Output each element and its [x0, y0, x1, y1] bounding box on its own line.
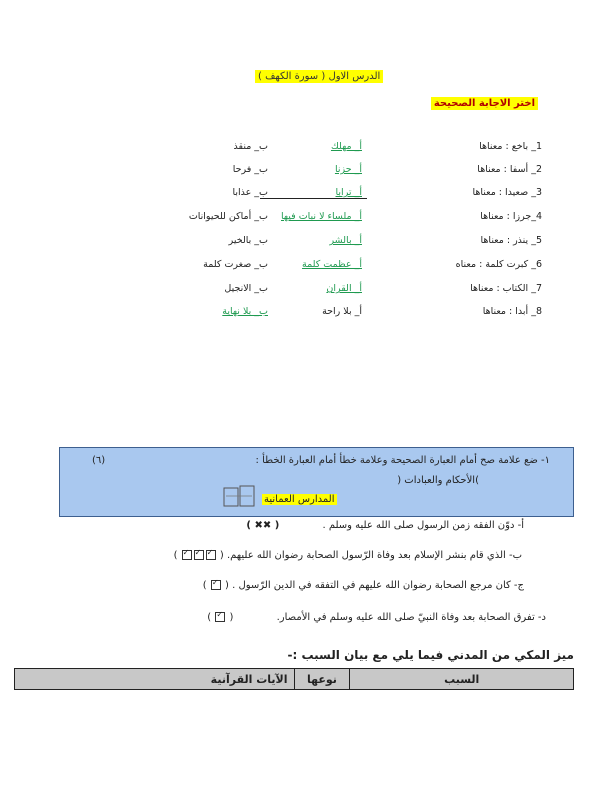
watermark-text: المدارس العمانية: [264, 494, 335, 505]
option-b[interactable]: ب_ صغرت كلمة: [203, 259, 268, 270]
option-b[interactable]: ب_ عذابا: [232, 187, 268, 198]
question-label: 3_ صعيدا : معناها: [472, 187, 542, 198]
list-item: [0, 235, 604, 251]
option-a[interactable]: أ_ القران: [326, 283, 362, 294]
option-a[interactable]: أ_ ترابا: [335, 187, 362, 198]
option-b[interactable]: ب_ بالخير: [228, 235, 268, 246]
question-label: 6_ كبرت كلمة : معناه: [455, 259, 542, 270]
question-label: 7_ الكتاب : معناها: [470, 283, 542, 294]
list-item: [0, 187, 604, 203]
check-box-icon: [211, 580, 221, 590]
table-header-row: [15, 669, 574, 690]
option-b[interactable]: ب_ منقذ: [233, 141, 268, 152]
instruction-heading: اختر الاجابة الصحيحة: [431, 97, 538, 110]
tf-item-c-text: ج- كان مرجع الصحابة رضوان الله عليهم في التفقه في الدين الرّسول . (: [225, 580, 524, 591]
tf-item-d-mark: ( ✓ ): [207, 612, 233, 623]
list-item: [0, 306, 604, 322]
lesson-title: الدرس الاول ( سورة الكهف ): [255, 70, 383, 83]
tf-item-a: [246, 520, 524, 531]
option-a[interactable]: أ_ مهلك: [330, 141, 362, 152]
list-item: [0, 211, 604, 227]
option-a[interactable]: أ_ حزنا: [334, 164, 362, 175]
option-a[interactable]: أ_ ملساء لا نبات فيها: [281, 211, 362, 222]
check-box-icon: [206, 550, 216, 560]
tf-item-b-paren: ): [173, 550, 178, 561]
check-box-icon: [215, 612, 225, 622]
option-b[interactable]: ب_ فرحا: [232, 164, 268, 175]
col-type: نوعها: [294, 669, 350, 690]
question-label: 8_ أبدا : معناها: [482, 306, 542, 317]
section2-heading: ميز المكي من المدني فيما يلي مع بيان السبب :-: [287, 648, 574, 662]
truefalse-topic: )الأحكام والعبادات (: [397, 475, 479, 486]
col-reason: السبب: [350, 669, 574, 690]
option-a[interactable]: أ_ عظمت كلمة: [302, 259, 362, 270]
tf-item-c: [203, 580, 524, 591]
option-a[interactable]: أ_ بالشر: [329, 235, 362, 246]
question-label: 2_ أسفا : معناها: [477, 164, 542, 175]
tf-item-d: [207, 612, 546, 623]
list-item: [0, 164, 604, 180]
tf-item-b: [174, 550, 522, 561]
watermark-logo-icon: [222, 484, 258, 510]
classification-table: [14, 668, 574, 690]
option-b[interactable]: ب_ الانجيل: [224, 283, 268, 294]
question-label: 1_ باخع : معناها: [479, 141, 542, 152]
option-b[interactable]: ب_ بلا نهاية: [222, 306, 268, 317]
question-label: 4_جرزا : معناها: [480, 211, 542, 222]
check-box-icon: [182, 550, 192, 560]
list-item: [0, 141, 604, 157]
option-a[interactable]: أ_ بلا راحة: [322, 306, 362, 317]
tf-item-a-mark: ( ✖✖ ): [246, 520, 280, 531]
check-box-icon: [194, 550, 204, 560]
tf-item-c-paren: ): [202, 580, 207, 591]
col-verses: الآيات القرآنية: [15, 669, 295, 690]
question-label: 5_ ينذر : معناها: [480, 235, 542, 246]
tf-item-a-text: أ- دوّن الفقه زمن الرسول صلى الله عليه وسلم .: [322, 520, 524, 531]
truefalse-instruction: ١- ضع علامة صح أمام العبارة الصحيحة وعلامة خطأ أمام العبارة الخطأ :: [255, 455, 550, 466]
tf-item-b-text: ب- الذي قام بنشر الإسلام بعد وفاة الرّسول الصحابة رضوان الله عليهم. (: [219, 550, 522, 561]
score-label: (٦): [92, 455, 106, 466]
option-b[interactable]: ب_ أماكن للحيوانات: [188, 211, 268, 222]
list-item: [0, 283, 604, 299]
underline-divider: [260, 198, 367, 199]
list-item: [0, 259, 604, 275]
tf-item-d-text: د- تفرق الصحابة بعد وفاة النبيّ صلى الله عليه وسلم في الأمصار.: [276, 612, 546, 623]
